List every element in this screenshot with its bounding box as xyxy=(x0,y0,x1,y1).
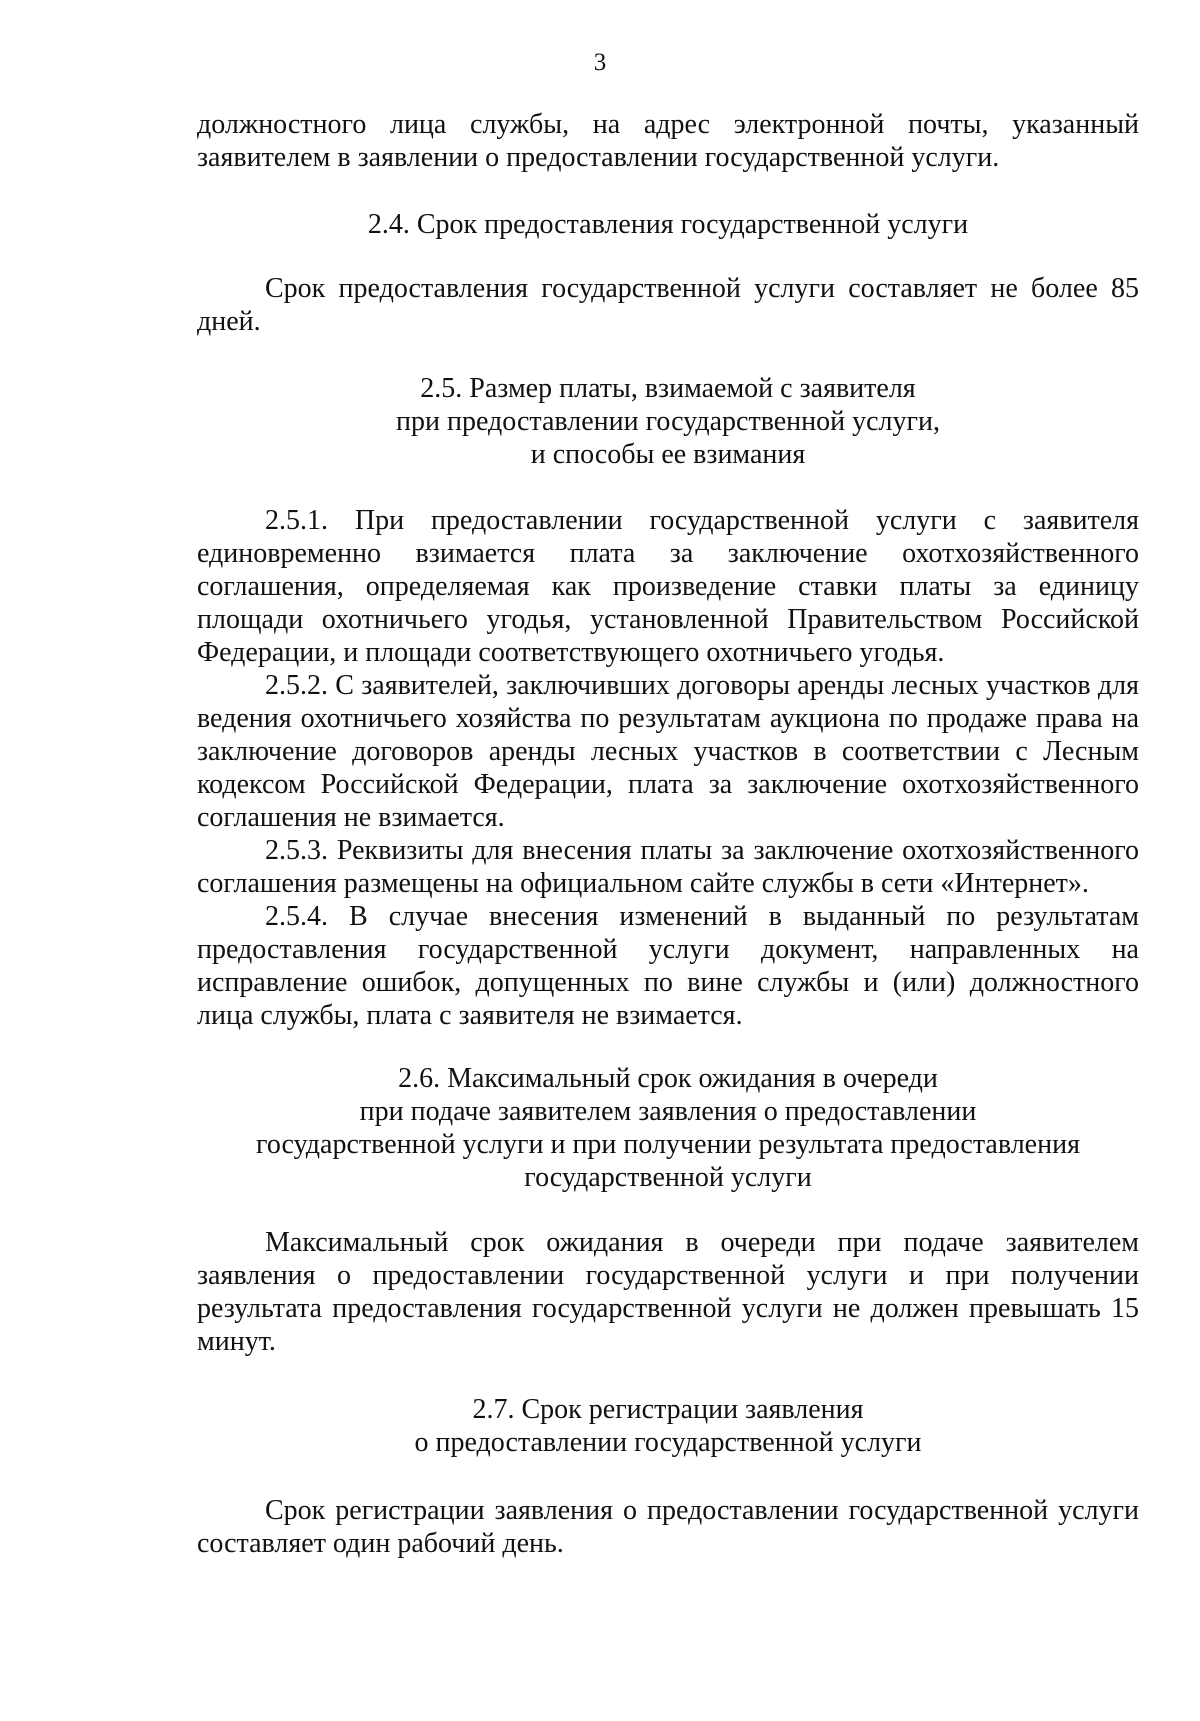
paragraph-2-5-4: 2.5.4. В случае внесения изменений в выданный по результатам предоставления государственной услуги документ, направленных на исправление ошибок, допущенных по вине службы и (или) должностного лица службы, плата с заявителя не взимается. xyxy=(197,901,1139,1031)
paragraph-2-5-2: 2.5.2. С заявителей, заключивших договоры аренды лесных участков для ведения охотничьего хозяйства по результатам аукциона по продаже права на заключение договоров аренды лесных участков в соответствии с Лесным кодексом Российской Федерации, плата за заключение охотхозяйственного соглашения не взимается. xyxy=(197,670,1139,833)
section-2-5-heading-line: и способы ее взимания xyxy=(530,439,806,470)
section-2-5-body xyxy=(197,504,1139,1032)
section-2-6-body xyxy=(197,1226,1139,1358)
intro-paragraph xyxy=(197,108,1139,174)
section-2-7-heading-line: 2.7. Срок регистрации заявления xyxy=(472,1394,864,1425)
paragraph-2-5-1: 2.5.1. При предоставлении государственной услуги с заявителя единовременно взимается плата за заключение охотхозяйственного соглашения, определяемая как произведение ставки платы за единицу площади охотничьего угодья, установленной Правительством Российской Федерации, и площади соответствующего охотничьего угодья. xyxy=(197,505,1139,668)
section-2-6-heading-line: государственной услуги xyxy=(524,1162,812,1193)
section-2-4-body xyxy=(197,272,1139,338)
section-2-6-heading xyxy=(197,1062,1139,1194)
section-2-6-paragraph: Максимальный срок ожидания в очереди при подаче заявителем заявления о предоставлении государственной услуги и при получении результата предоставления государственной услуги не должен превышать 15 минут. xyxy=(197,1227,1139,1357)
section-2-4-heading-text: 2.4. Срок предоставления государственной услуги xyxy=(367,209,969,240)
intro-text: должностного лица службы, на адрес электронной почты, указанный заявителем в заявлении о предоставлении государственной услуги. xyxy=(197,109,1139,173)
section-2-6-heading-line: государственной услуги и при получении результата предоставления xyxy=(256,1129,1080,1160)
section-2-4-heading xyxy=(197,208,1139,241)
paragraph-2-5-3: 2.5.3. Реквизиты для внесения платы за заключение охотхозяйственного соглашения размещены на официальном сайте службы в сети «Интернет». xyxy=(197,835,1139,899)
section-2-7-body xyxy=(197,1494,1139,1560)
section-2-4-paragraph: Срок предоставления государственной услуги составляет не более 85 дней. xyxy=(197,273,1139,337)
section-2-5-heading xyxy=(197,372,1139,471)
page-number: 3 xyxy=(593,49,607,76)
section-2-7-heading-line: о предоставлении государственной услуги xyxy=(414,1427,922,1458)
section-2-5-heading-line: при предоставлении государственной услуги, xyxy=(395,406,941,437)
section-2-5-heading-line: 2.5. Размер платы, взимаемой с заявителя xyxy=(420,373,916,404)
section-2-7-heading xyxy=(197,1393,1139,1459)
section-2-7-paragraph: Срок регистрации заявления о предоставлении государственной услуги составляет один рабочий день. xyxy=(197,1495,1139,1559)
section-2-6-heading-line: при подаче заявителем заявления о предоставлении xyxy=(359,1096,977,1127)
section-2-6-heading-line: 2.6. Максимальный срок ожидания в очереди xyxy=(398,1063,938,1094)
